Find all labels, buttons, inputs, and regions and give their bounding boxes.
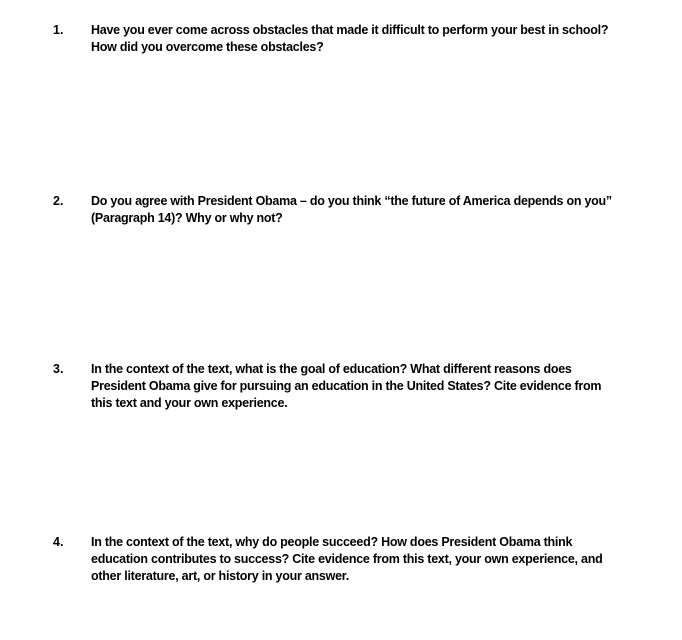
question-line: Do you agree with President Obama – do you think “the future of America depends on you” — [91, 194, 612, 208]
question-number: 2. — [53, 194, 64, 208]
question-number: 1. — [53, 23, 64, 37]
question-line: President Obama give for pursuing an education in the United States? Cite evidence from — [91, 379, 602, 393]
question-line: other literature, art, or history in your answer. — [91, 569, 349, 583]
question-line: education contributes to success? Cite evidence from this text, your own experience, and — [91, 552, 603, 566]
question-text — [91, 361, 651, 412]
question-text — [91, 22, 651, 56]
question-number: 3. — [53, 362, 64, 376]
question-line: How did you overcome these obstacles? — [91, 40, 324, 54]
question-text — [91, 534, 651, 585]
question-line: this text and your own experience. — [91, 396, 288, 410]
question-text — [91, 193, 651, 227]
question-number: 4. — [53, 535, 64, 549]
question-line: (Paragraph 14)? Why or why not? — [91, 211, 283, 225]
question-line: In the context of the text, what is the goal of education? What different reasons does — [91, 362, 572, 376]
question-line: Have you ever come across obstacles that made it difficult to perform your best in school? — [91, 23, 609, 37]
question-line: In the context of the text, why do people succeed? How does President Obama think — [91, 535, 573, 549]
